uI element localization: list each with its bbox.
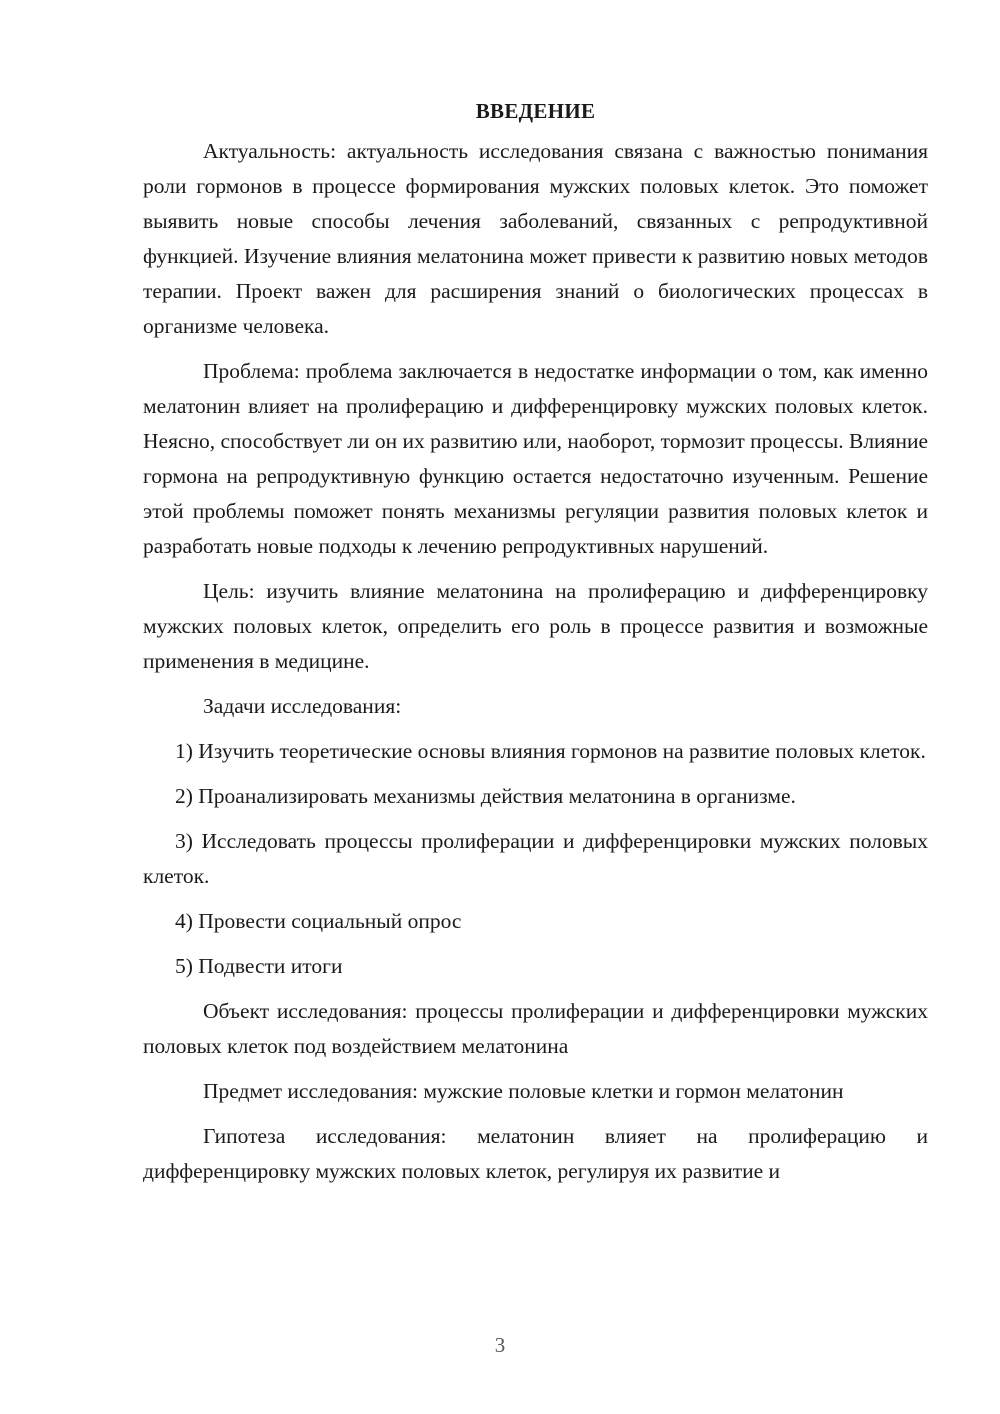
hypothesis-paragraph: Гипотеза исследования: мелатонин влияет на пролиферацию и дифференцировку мужских половых клеток, регулируя их развитие и (143, 1124, 928, 1183)
subject-paragraph: Предмет исследования: мужские половые клетки и гормон мелатонин (203, 1079, 844, 1103)
task-item-2: 2) Проанализировать механизмы действия мелатонина в организме. (175, 784, 796, 808)
task-item-3: 3) Исследовать процессы пролиферации и дифференцировки мужских половых клеток. (143, 829, 928, 888)
task-item-5: 5) Подвести итоги (175, 954, 343, 978)
tasks-heading: Задачи исследования: (203, 694, 402, 718)
page-number: 3 (494, 1333, 506, 1357)
goal-paragraph: Цель: изучить влияние мелатонина на пролиферацию и дифференцировку мужских половых клеток, определить его роль в процессе развития и возможные применения в медицине. (143, 579, 928, 673)
page-title: ВВЕДЕНИЕ (475, 99, 596, 123)
problem-paragraph: Проблема: проблема заключается в недостатке информации о том, как именно мелатонин влияет на пролиферацию и дифференцировку мужских половых клеток. Неясно, способствует ли он их развитию или, наоборот, тормозит процессы. Влияние гормона на репродуктивную функцию остается недостаточно изученным. Решение этой проблемы поможет понять механизмы регуляции развития половых клеток и разработать новые подходы к лечению репродуктивных нарушений. (143, 359, 928, 558)
task-item-4: 4) Провести социальный опрос (175, 909, 462, 933)
page-content (143, 94, 928, 1199)
object-paragraph: Объект исследования: процессы пролиферации и дифференцировки мужских половых клеток под воздействием мелатонина (143, 999, 928, 1058)
relevance-paragraph: Актуальность: актуальность исследования связана с важностью понимания роли гормонов в процессе формирования мужских половых клеток. Это поможет выявить новые способы лечения заболеваний, связанных с репродуктивной функцией. Изучение влияния мелатонина может привести к развитию новых методов терапии. Проект важен для расширения знаний о биологических процессах в организме человека. (143, 139, 928, 338)
task-item-1: 1) Изучить теоретические основы влияния гормонов на развитие половых клеток. (175, 739, 926, 763)
